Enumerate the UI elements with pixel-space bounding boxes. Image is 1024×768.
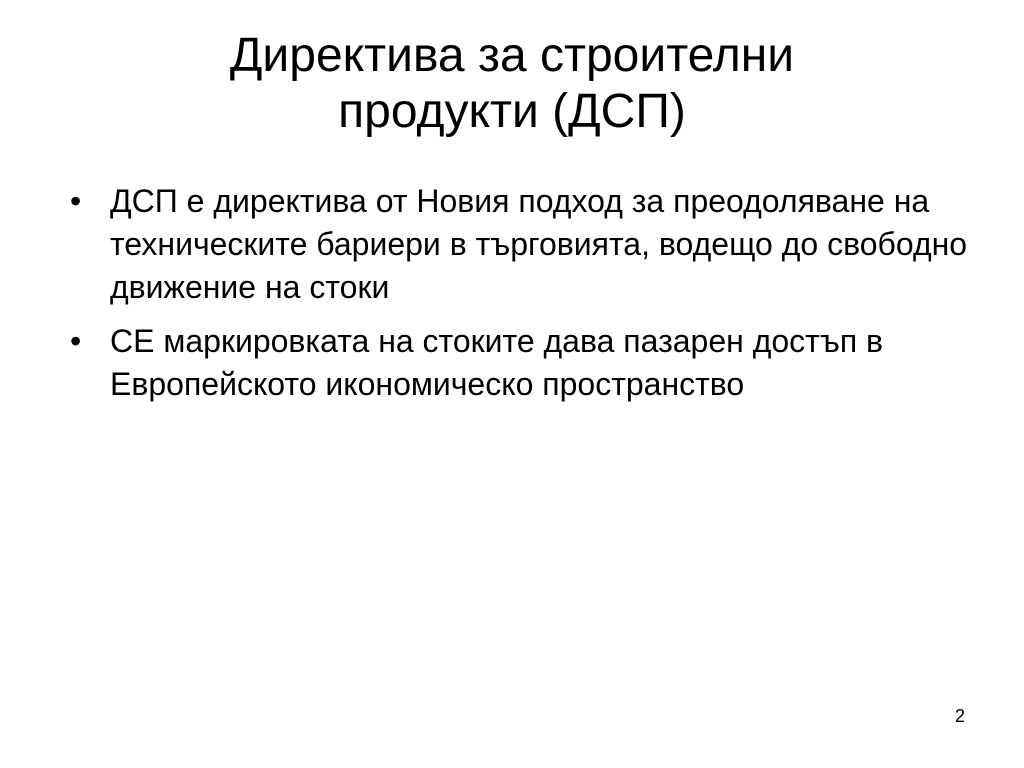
bullet-icon: •: [70, 183, 82, 219]
bullet-icon: •: [70, 323, 82, 359]
bullet-text-1: ДСП е директива от Новия подход за преодоляване на техническите бариери в търговията, водещо до свободно движение на стоки: [110, 183, 968, 305]
bullet-list: [70, 180, 980, 417]
bullet-item-1: [70, 180, 980, 309]
bullet-item-2: [70, 320, 980, 406]
slide-title: [60, 28, 964, 140]
slide-title-line-1: Директива за строителни: [229, 29, 795, 82]
bullet-text-2: СЕ маркировката на стоките дава пазарен достъп в Европейското икономическо пространство: [110, 323, 884, 402]
slide-title-line-2: продукти (ДСП): [338, 85, 686, 138]
page-number: 2: [954, 706, 965, 726]
